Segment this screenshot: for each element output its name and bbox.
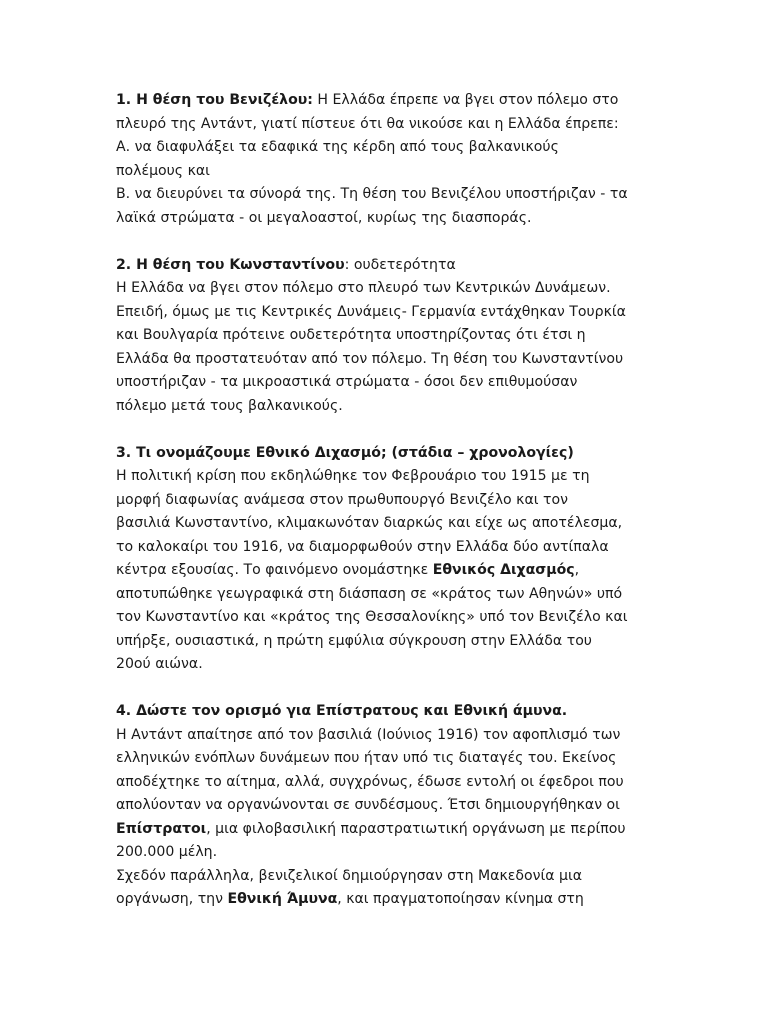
text-line: Η πολιτική κρίση που εκδηλώθηκε τον Φεβρουάριο του 1915 με τη: [116, 468, 590, 484]
section-heading: 4. Δώστε τον ορισμό για Επίστρατους και Εθνική άμυνα.: [116, 703, 568, 719]
text-line: αποδέχτηκε το αίτημα, αλλά, συγχρόνως, έδωσε εντολή οι έφεδροι που: [116, 773, 624, 790]
section-ethnikos-dichasmos: [116, 442, 656, 677]
text-line: υποστήριζαν - τα μικροαστικά στρώματα - όσοι δεν επιθυμούσαν: [116, 374, 578, 390]
text-run: : ουδετερότητα: [344, 256, 456, 273]
text-line: [116, 559, 656, 583]
text-run: οργάνωση, την: [116, 891, 228, 907]
bold-term: Εθνική Άμυνα: [227, 891, 338, 907]
text-line: πλευρό της Αντάντ, γιατί πίστευε ότι θα νικούσε και η Ελλάδα έπρεπε:: [116, 115, 619, 132]
text-line: μορφή διαφωνίας ανάμεσα στον πρωθυπουργό Βενιζέλο και τον: [116, 491, 568, 508]
text-line: [116, 89, 656, 113]
section-heading: 2. Η θέση του Κωνσταντίνου: [116, 256, 345, 273]
text-line: Η Αντάντ απαίτησε από τον βασιλιά (Ιούνιος 1916) τον αφοπλισμό των: [116, 726, 621, 743]
text-line: πολέμους και: [116, 162, 210, 179]
text-line: Ελλάδα θα προστατευόταν από τον πόλεμο. Τη θέση του Κωνσταντίνου: [116, 350, 624, 367]
text-run: , μια φιλοβασιλική παραστρατιωτική οργάνωση με περίπου: [206, 820, 626, 837]
section-epistratoi: [116, 700, 656, 912]
text-line: λαϊκά στρώματα - οι μεγαλοαστοί, κυρίως της διασποράς.: [116, 209, 532, 226]
text-line: ελληνικών ενόπλων δυνάμεων που ήταν υπό τις διαταγές του. Εκείνος: [116, 750, 617, 766]
section-heading: 1. Η θέση του Βενιζέλου:: [116, 92, 313, 108]
text-line: Η Ελλάδα να βγει στον πόλεμο στο πλευρό των Κεντρικών Δυνάμεων.: [116, 280, 611, 296]
section-venizelos: [116, 89, 656, 230]
text-line: αποτυπώθηκε γεωγραφικά στη διάσπαση σε «κράτος των Αθηνών» υπό: [116, 585, 623, 602]
bold-term: Επίστρατοι: [116, 820, 207, 837]
document-page: [116, 89, 656, 935]
text-line: Σχεδόν παράλληλα, βενιζελικοί δημιούργησαν στη Μακεδονία μια: [116, 867, 583, 884]
text-line: Επειδή, όμως με τις Κεντρικές Δυνάμεις- Γερμανία εντάχθηκαν Τουρκία: [116, 303, 626, 320]
text-line: και Βουλγαρία πρότεινε ουδετερότητα υποστηρίζοντας ότι έτσι η: [116, 327, 586, 343]
text-line: 20ού αιώνα.: [116, 656, 203, 672]
text-run: , και πραγματοποίησαν κίνημα στη: [337, 891, 584, 907]
text-line: Α. να διαφυλάξει τα εδαφικά της κέρδη από τους βαλκανικούς: [116, 139, 559, 155]
text-line: πόλεμο μετά τους βαλκανικούς.: [116, 397, 343, 414]
text-line: [116, 888, 656, 912]
text-line: βασιλιά Κωνσταντίνο, κλιμακωνόταν διαρκώς και είχε ως αποτέλεσμα,: [116, 515, 623, 531]
text-line: το καλοκαίρι του 1916, να διαμορφωθούν στην Ελλάδα δύο αντίπαλα: [116, 538, 609, 555]
text-run: Η Ελλάδα έπρεπε να βγει στον πόλεμο στο: [312, 92, 619, 108]
section-konstantinos: [116, 254, 656, 419]
text-line: τον Κωνσταντίνο και «κράτος της Θεσσαλονίκης» υπό τον Βενιζέλο και: [116, 609, 628, 625]
text-line: [116, 818, 656, 842]
text-line: Β. να διευρύνει τα σύνορά της. Τη θέση του Βενιζέλου υποστήριζαν - τα: [116, 186, 628, 202]
section-heading: 3. Τι ονομάζουμε Εθνικό Διχασμό; (στάδια – χρονολογίες): [116, 444, 574, 461]
text-run: ,: [574, 562, 580, 578]
text-line: 200.000 μέλη.: [116, 844, 218, 860]
text-line: υπήρξε, ουσιαστικά, η πρώτη εμφύλια σύγκρουση στην Ελλάδα του: [116, 632, 592, 649]
text-run: κέντρα εξουσίας. Το φαινόμενο ονομάστηκε: [116, 562, 433, 578]
text-line: απολύονταν να οργανώνονται σε συνδέσμους. Έτσι δημιουργήθηκαν οι: [116, 797, 620, 813]
text-line: [116, 254, 656, 278]
bold-term: Εθνικός Διχασμός: [432, 562, 575, 578]
